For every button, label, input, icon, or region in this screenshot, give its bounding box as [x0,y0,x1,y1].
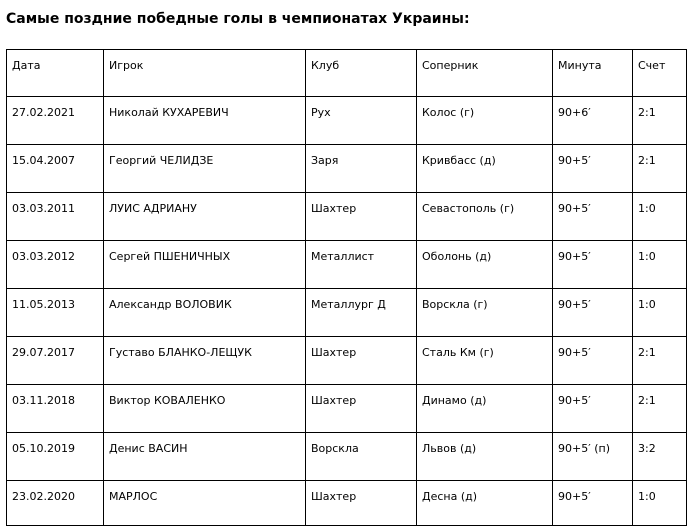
cell-score: 1:0 [633,481,687,526]
table-row [7,289,687,337]
header-player: Игрок [104,50,306,97]
cell-minute: 90+5′ [553,289,633,337]
cell-club: Шахтер [306,337,417,385]
header-date: Дата [7,50,104,97]
cell-date: 03.03.2012 [7,241,104,289]
table-row [7,433,687,481]
cell-date: 15.04.2007 [7,145,104,193]
cell-score: 1:0 [633,289,687,337]
table-row [7,337,687,385]
header-score: Счет [633,50,687,97]
cell-opponent: Колос (г) [417,97,553,145]
cell-minute: 90+5′ (п) [553,433,633,481]
header-minute: Минута [553,50,633,97]
cell-club: Шахтер [306,385,417,433]
table-row [7,193,687,241]
cell-score: 2:1 [633,385,687,433]
cell-opponent: Десна (д) [417,481,553,526]
late-winning-goals-table [6,49,687,526]
cell-player: Виктор КОВАЛЕНКО [104,385,306,433]
table-row [7,145,687,193]
cell-player: Георгий ЧЕЛИДЗЕ [104,145,306,193]
cell-club: Заря [306,145,417,193]
cell-player: Сергей ПШЕНИЧНЫХ [104,241,306,289]
cell-player: ЛУИС АДРИАНУ [104,193,306,241]
cell-score: 1:0 [633,193,687,241]
cell-date: 23.02.2020 [7,481,104,526]
cell-club: Металлург Д [306,289,417,337]
cell-date: 29.07.2017 [7,337,104,385]
cell-player: Густаво БЛАНКО-ЛЕЩУК [104,337,306,385]
cell-player: Александр ВОЛОВИК [104,289,306,337]
cell-score: 3:2 [633,433,687,481]
cell-opponent: Сталь Км (г) [417,337,553,385]
table-row [7,241,687,289]
cell-score: 2:1 [633,337,687,385]
table-header-row [7,50,687,97]
cell-club: Шахтер [306,193,417,241]
cell-score: 2:1 [633,97,687,145]
cell-score: 1:0 [633,241,687,289]
cell-minute: 90+5′ [553,193,633,241]
cell-date: 05.10.2019 [7,433,104,481]
cell-opponent: Оболонь (д) [417,241,553,289]
cell-opponent: Львов (д) [417,433,553,481]
cell-player: Денис ВАСИН [104,433,306,481]
cell-minute: 90+6′ [553,97,633,145]
cell-score: 2:1 [633,145,687,193]
cell-date: 27.02.2021 [7,97,104,145]
cell-player: Николай КУХАРЕВИЧ [104,97,306,145]
cell-club: Шахтер [306,481,417,526]
cell-date: 03.03.2011 [7,193,104,241]
cell-club: Рух [306,97,417,145]
header-opponent: Соперник [417,50,553,97]
cell-club: Металлист [306,241,417,289]
cell-opponent: Кривбасс (д) [417,145,553,193]
header-club: Клуб [306,50,417,97]
cell-minute: 90+5′ [553,481,633,526]
page-title: Самые поздние победные голы в чемпионатах Украины: [6,11,470,27]
cell-date: 11.05.2013 [7,289,104,337]
cell-opponent: Ворскла (г) [417,289,553,337]
table-row [7,97,687,145]
cell-opponent: Динамо (д) [417,385,553,433]
cell-minute: 90+5′ [553,337,633,385]
cell-date: 03.11.2018 [7,385,104,433]
cell-player: МАРЛОС [104,481,306,526]
cell-minute: 90+5′ [553,241,633,289]
table-row [7,385,687,433]
cell-club: Ворскла [306,433,417,481]
cell-minute: 90+5′ [553,145,633,193]
table-row [7,481,687,526]
cell-opponent: Севастополь (г) [417,193,553,241]
cell-minute: 90+5′ [553,385,633,433]
